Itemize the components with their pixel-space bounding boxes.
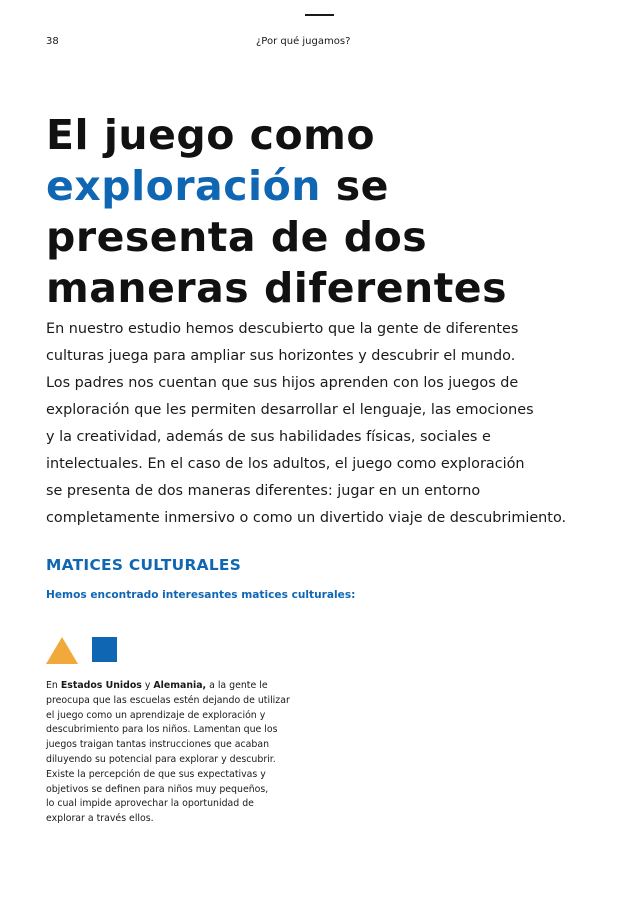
section-subheading: Hemos encontrado interesantes matices culturales:	[46, 589, 356, 601]
header-rule	[305, 14, 334, 16]
headline-accent: exploración	[46, 162, 321, 210]
page-number: 38	[46, 36, 59, 47]
intro-line: En nuestro estudio hemos descubierto que la gente de diferentes	[46, 321, 519, 337]
note-post: a la gente le	[206, 680, 268, 691]
intro-line: culturas juega para ampliar sus horizontes y descubrir el mundo.	[46, 348, 516, 364]
note-line	[46, 679, 336, 694]
note-line: Existe la percepción de que sus expectativas y	[46, 768, 266, 780]
note-line: diluyendo su potencial para explorar y descubrir.	[46, 753, 276, 765]
headline	[46, 110, 507, 314]
note-line: juegos traigan tantas instrucciones que acaban	[46, 739, 270, 751]
headline-line-4: maneras diferentes	[46, 264, 508, 312]
square-icon	[92, 637, 117, 662]
note-mid: y	[141, 680, 154, 691]
intro-line: se presenta de dos maneras diferentes: jugar en un entorno	[46, 483, 481, 499]
note-line: lo cual impide aprovechar la oportunidad de	[46, 798, 254, 810]
running-title: ¿Por qué jugamos?	[256, 36, 351, 47]
note-country-us: Estados Unidos	[60, 680, 142, 691]
note-line: explorar a través ellos.	[46, 813, 154, 825]
intro-line: y la creatividad, además de sus habilidades físicas, sociales e	[46, 429, 491, 445]
note-line: descubrimiento para los niños. Lamentan que los	[46, 724, 278, 736]
section-heading: MATICES CULTURALES	[46, 556, 242, 574]
headline-line-3: presenta de dos	[46, 213, 428, 261]
intro-line: intelectuales. En el caso de los adultos, el juego como exploración	[46, 456, 525, 472]
note-line: el juego como un aprendizaje de exploración y	[46, 709, 266, 721]
intro-line: completamente inmersivo o como un divertido viaje de descubrimiento.	[46, 510, 567, 526]
cultural-note	[46, 679, 336, 827]
note-line: preocupa que las escuelas estén dejando de utilizar	[46, 694, 290, 706]
note-country-de: Alemania,	[153, 680, 207, 691]
note-pre: En	[46, 680, 61, 691]
note-line: objetivos se definen para niños muy pequeños,	[46, 783, 269, 795]
intro-line: Los padres nos cuentan que sus hijos aprenden con los juegos de	[46, 375, 519, 391]
intro-paragraph	[46, 316, 616, 532]
headline-line-2-rest: se	[320, 162, 389, 210]
headline-line-1: El juego como	[46, 111, 376, 159]
triangle-icon	[46, 637, 78, 664]
intro-line: exploración que les permiten desarrollar el lenguaje, las emociones	[46, 402, 534, 418]
